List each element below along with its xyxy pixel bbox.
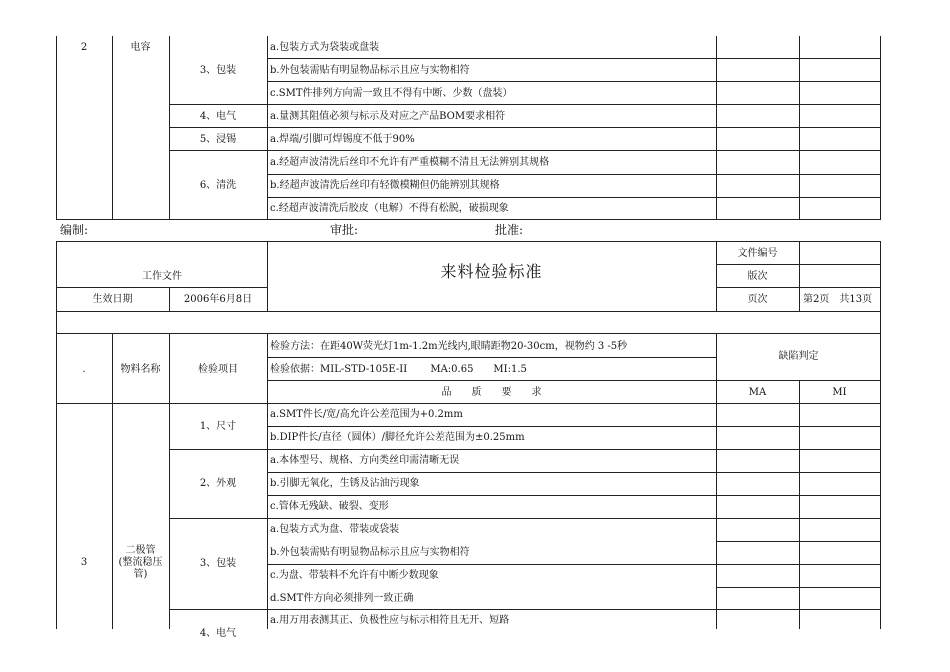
- inspection-item: 2、外观: [199, 478, 237, 489]
- requirement-text: a.包装方式为袋装或盘装: [270, 42, 380, 53]
- requirement-text: b.DIP件长/直径（圆体）/脚径允许公差范围为±0.25mm: [270, 432, 525, 443]
- work-file-label: 工作文件: [142, 271, 182, 282]
- requirement-text: c.经超声波清洗后胶皮（电解）不得有松脱，破损现象: [270, 203, 509, 214]
- grid-line: [267, 472, 881, 473]
- grid-line: [112, 333, 113, 629]
- grid-line: [880, 241, 881, 333]
- material-name-line: 管): [133, 569, 148, 580]
- requirement-text: b.经超声波清洗后丝印有轻微模糊但仍能辨别其规格: [270, 180, 500, 191]
- grid-line: [169, 36, 170, 220]
- grid-line: [716, 333, 717, 629]
- grid-line: [56, 333, 881, 334]
- page-label: 页次: [747, 294, 768, 305]
- grid-line: [267, 380, 716, 381]
- grid-line: [880, 36, 881, 220]
- requirement-text: a.本体型号、规格、方向类丝印需清晰无误: [270, 455, 460, 466]
- grid-line: [716, 587, 881, 588]
- grid-line: [267, 174, 881, 175]
- page-value: 第2页 共13页: [803, 294, 873, 305]
- grid-line: [799, 36, 800, 220]
- grid-line: [56, 287, 268, 288]
- version-label: 版次: [747, 271, 768, 282]
- grid-line: [56, 333, 57, 629]
- requirement-text: a.包装方式为盘、带装或袋装: [270, 524, 400, 535]
- inspection-method: 检验方法：在距40W荧光灯1m-1.2m光线内,眼睛距物20-30cm，视物约 3 -5秒: [270, 341, 628, 352]
- requirement-text: b.外包装需贴有明显物品标示且应与实物相符: [270, 547, 470, 558]
- grid-line: [267, 333, 268, 629]
- grid-line: [169, 449, 881, 450]
- grid-line: [169, 127, 881, 128]
- grid-line: [880, 333, 881, 629]
- grid-line: [267, 36, 268, 220]
- column-header-no: .: [82, 364, 86, 375]
- grid-line: [799, 241, 800, 311]
- grid-line: [267, 564, 881, 565]
- grid-line: [56, 241, 881, 242]
- grid-line: [169, 150, 881, 151]
- grid-line: [112, 36, 113, 220]
- inspection-item: 4、电气: [199, 628, 237, 639]
- grid-line: [267, 357, 716, 358]
- doc-number-label: 文件编号: [737, 248, 778, 259]
- quality-requirement-header: 品 质 要 求: [441, 387, 542, 398]
- material-name-line: 二极管: [125, 545, 156, 556]
- grid-line: [56, 219, 881, 220]
- grid-line: [56, 311, 881, 312]
- grid-line: [56, 36, 57, 220]
- inspection-item: 3、包装: [199, 558, 237, 569]
- prepared-by-label: 编制:: [60, 223, 89, 237]
- requirement-text: a.量测其阻值必须与标示及对应之产品BOM要求相符: [270, 111, 506, 122]
- requirement-text: c.管体无残缺、破裂、变形: [270, 501, 389, 512]
- grid-line: [716, 36, 717, 220]
- grid-line: [267, 81, 881, 82]
- grid-line: [267, 426, 881, 427]
- document-title: 来料检验标准: [440, 262, 543, 281]
- requirement-text: b.引脚无氧化，生锈及沾油污现象: [270, 478, 420, 489]
- inspection-item: 5、浸锡: [199, 134, 237, 145]
- grid-line: [267, 197, 881, 198]
- grid-line: [56, 241, 57, 333]
- requirement-text: d.SMT件方向必须排列一致正确: [270, 593, 414, 604]
- material-name: 电容: [130, 42, 151, 53]
- column-header-material: 物料名称: [120, 364, 161, 375]
- defect-judgement-header: 缺陷判定: [778, 351, 819, 362]
- approved-by-label: 批准:: [495, 223, 524, 237]
- requirement-text: a.经超声波清洗后丝印不允许有严重模糊不清且无法辨别其规格: [270, 157, 550, 168]
- grid-line: [267, 495, 881, 496]
- item-number: 3: [80, 557, 88, 568]
- grid-line: [169, 518, 881, 519]
- reviewed-by-label: 审批:: [330, 223, 359, 237]
- grid-line: [169, 609, 881, 610]
- effective-date-value: 2006年6月8日: [183, 294, 253, 305]
- grid-line: [716, 541, 881, 542]
- inspection-item: 6、清洗: [199, 180, 237, 191]
- inspection-item: 3、包装: [199, 65, 237, 76]
- item-number: 2: [80, 42, 88, 53]
- inspection-item: 4、电气: [199, 111, 237, 122]
- mi-header: MI: [832, 387, 847, 398]
- grid-line: [799, 380, 800, 629]
- requirement-text: a.用万用表测其正、负极性应与标示相符且无开、短路: [270, 615, 510, 626]
- grid-line: [169, 104, 881, 105]
- requirement-text: c.为盘、带装料不允许有中断少数现象: [270, 570, 439, 581]
- inspection-item: 1、尺寸: [199, 421, 237, 432]
- requirement-text: a.焊端/引脚可焊锡度不低于90%: [270, 134, 415, 145]
- column-header-item: 检验项目: [198, 364, 238, 375]
- requirement-text: a.SMT件长/宽/高允许公差范围为+0.2mm: [270, 409, 463, 420]
- material-name-line: (整流稳压: [118, 557, 163, 568]
- requirement-text: c.SMT件排列方向需一致且不得有中断、少数（盘装）: [270, 88, 513, 99]
- ma-header: MA: [748, 387, 767, 398]
- effective-date-label: 生效日期: [92, 294, 133, 305]
- inspection-basis: 检验依据：MIL-STD-105E-II MA:0.65 MI:1.5: [270, 364, 527, 375]
- requirement-text: b.外包装需贴有明显物品标示且应与实物相符: [270, 65, 470, 76]
- grid-line: [267, 58, 881, 59]
- grid-line: [56, 403, 881, 404]
